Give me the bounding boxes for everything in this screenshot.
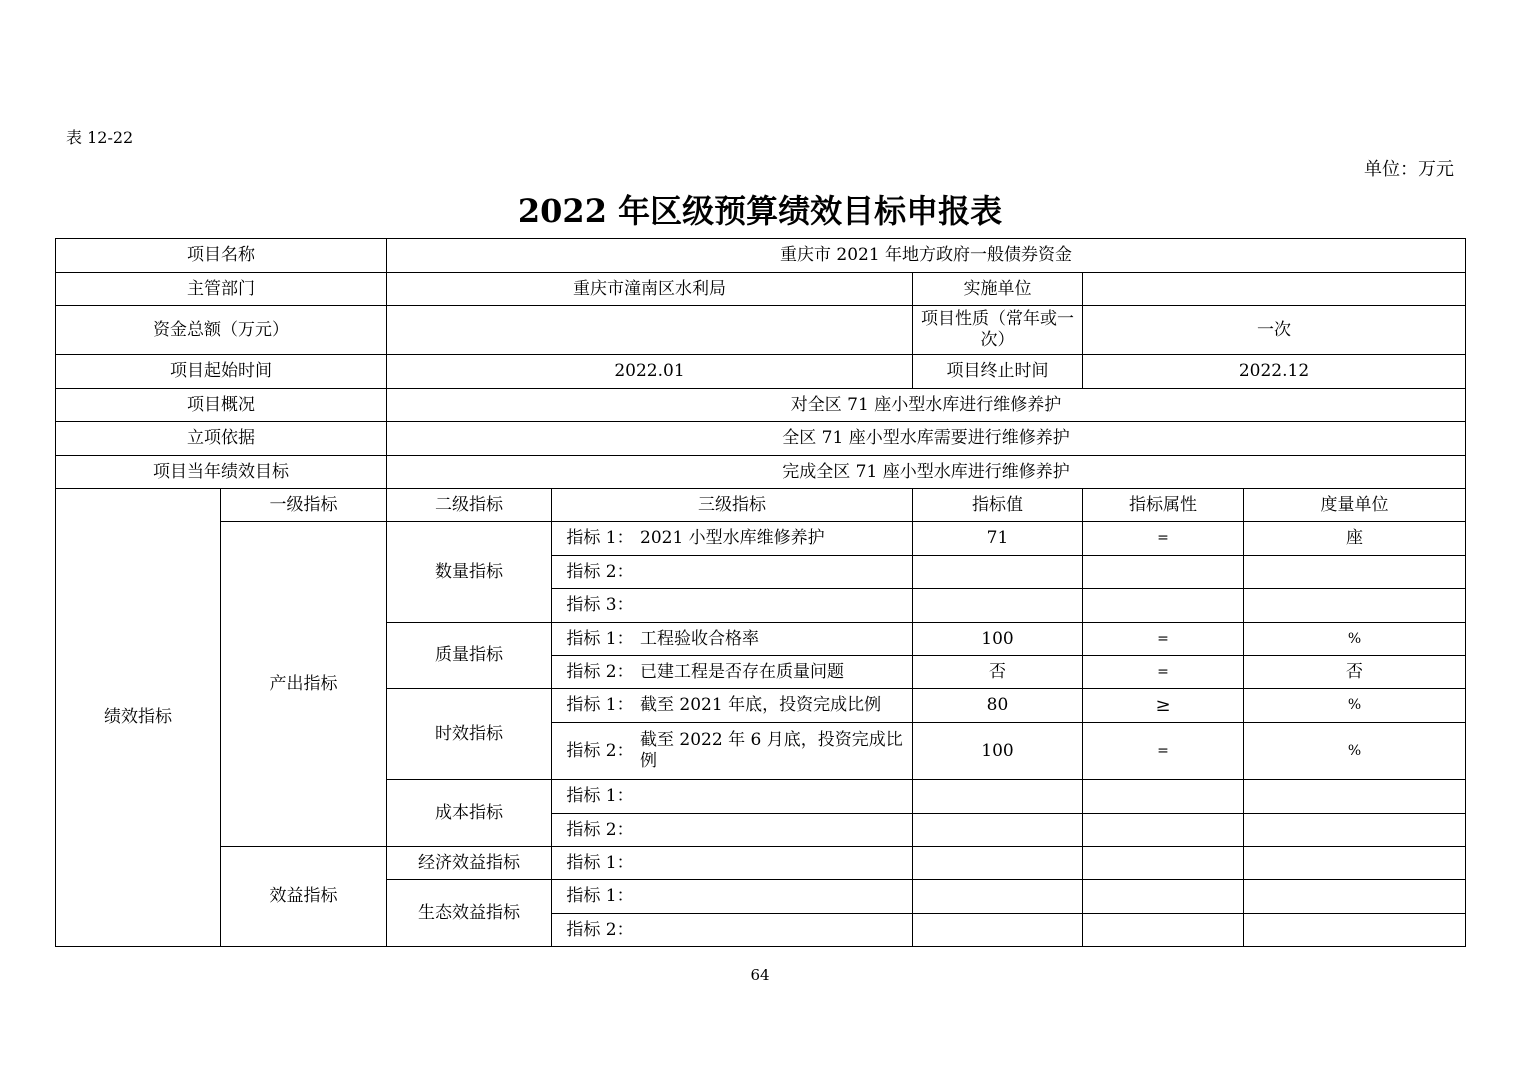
indicator-attr: [1083, 914, 1244, 947]
indicator-value: 否: [913, 656, 1083, 689]
indicator-value: [913, 880, 1083, 914]
goal-value: 完成全区 71 座小型水库进行维修养护: [387, 456, 1466, 489]
indicator-attr: [1083, 780, 1244, 814]
indicator-label: 指标 3：: [566, 595, 634, 615]
row-project-name: [56, 239, 1466, 273]
indicator-label: 指标 1：: [566, 628, 634, 649]
indicator-attr: =: [1083, 656, 1244, 689]
project-name-value: 重庆市 2021 年地方政府一般债券资金: [387, 239, 1466, 273]
perf-label: 绩效指标: [56, 489, 221, 947]
indicator-unit: [1244, 847, 1466, 880]
indicator-attr: =: [1083, 623, 1244, 656]
indicator-attr: ≥: [1083, 689, 1244, 723]
funds-label: 资金总额（万元）: [56, 306, 387, 355]
indicator-attr: [1083, 556, 1244, 589]
table-row: [56, 522, 1466, 556]
economic-indicator-label: 经济效益指标: [387, 847, 552, 880]
funds-value: [387, 306, 913, 355]
indicator-cell: [552, 780, 913, 814]
indicator-value: [913, 556, 1083, 589]
indicator-attr: [1083, 880, 1244, 914]
indicator-attr: [1083, 847, 1244, 880]
overview-label: 项目概况: [56, 389, 387, 422]
quality-indicator-label: 质量指标: [387, 623, 552, 689]
indicator-cell: [552, 723, 913, 780]
header-unit: 度量单位: [1244, 489, 1466, 522]
row-basis: [56, 422, 1466, 456]
impl-label: 实施单位: [913, 273, 1083, 306]
indicator-cell: [552, 556, 913, 589]
indicator-unit: [1244, 556, 1466, 589]
indicator-cell: [552, 522, 913, 556]
header-level2: 二级指标: [387, 489, 552, 522]
indicator-cell: [552, 914, 913, 947]
indicator-cell: [552, 814, 913, 847]
indicator-label: 指标 1：: [566, 786, 634, 806]
row-goal: [56, 456, 1466, 489]
indicator-attr: =: [1083, 723, 1244, 780]
indicator-value: 80: [913, 689, 1083, 723]
project-name-label: 项目名称: [56, 239, 387, 273]
indicator-attr: [1083, 814, 1244, 847]
indicator-unit: [1244, 589, 1466, 623]
indicator-label: 指标 2：: [566, 661, 634, 682]
dept-value: 重庆市潼南区水利局: [387, 273, 913, 306]
table-row: [56, 847, 1466, 880]
indicator-unit: 否: [1244, 656, 1466, 689]
indicator-unit: %: [1244, 689, 1466, 723]
row-funds: [56, 306, 1466, 355]
indicator-header-row: [56, 489, 1466, 522]
page-number: 64: [750, 966, 770, 984]
start-value: 2022.01: [387, 355, 913, 389]
indicator-label: 指标 2：: [566, 561, 634, 582]
indicator-cell: [552, 623, 913, 656]
indicator-value: [913, 780, 1083, 814]
row-department: [56, 273, 1466, 306]
indicator-unit: [1244, 880, 1466, 914]
indicator-value: [913, 589, 1083, 623]
quantity-indicator-label: 数量指标: [387, 522, 552, 623]
indicator-text: 截至 2021 年底，投资完成比例: [640, 695, 882, 715]
indicator-text: 截至 2022 年 6 月底，投资完成比例: [640, 730, 903, 771]
performance-table: [55, 238, 1466, 947]
header-attr: 指标属性: [1083, 489, 1244, 522]
indicator-cell: [552, 880, 913, 914]
goal-label: 项目当年绩效目标: [56, 456, 387, 489]
row-dates: [56, 355, 1466, 389]
page-title: 2022 年区级预算绩效目标申报表: [517, 192, 1003, 230]
indicator-cell: [552, 847, 913, 880]
indicator-label: 指标 1：: [566, 852, 634, 873]
indicator-value: [913, 914, 1083, 947]
indicator-cell: [552, 689, 913, 723]
indicator-label: 指标 1：: [566, 886, 634, 906]
indicator-label: 指标 1：: [566, 695, 634, 715]
indicator-unit: [1244, 914, 1466, 947]
cost-indicator-label: 成本指标: [387, 780, 552, 847]
indicator-attr: [1083, 589, 1244, 623]
basis-value: 全区 71 座小型水库需要进行维修养护: [387, 422, 1466, 456]
ecological-indicator-label: 生态效益指标: [387, 880, 552, 947]
end-value: 2022.12: [1083, 355, 1466, 389]
nature-label: 项目性质（常年或一次）: [913, 306, 1083, 355]
header-level1: 一级指标: [221, 489, 387, 522]
indicator-value: 100: [913, 723, 1083, 780]
indicator-unit: 座: [1244, 522, 1466, 556]
impl-value: [1083, 273, 1466, 306]
end-label: 项目终止时间: [913, 355, 1083, 389]
indicator-label: 指标 2：: [566, 919, 634, 940]
timeliness-indicator-label: 时效指标: [387, 689, 552, 780]
indicator-cell: [552, 656, 913, 689]
indicator-value: [913, 814, 1083, 847]
indicator-value: 100: [913, 623, 1083, 656]
indicator-unit: [1244, 780, 1466, 814]
indicator-attr: =: [1083, 522, 1244, 556]
basis-label: 立项依据: [56, 422, 387, 456]
indicator-unit: %: [1244, 723, 1466, 780]
table-number: 表 12-22: [66, 128, 134, 147]
indicator-unit: %: [1244, 623, 1466, 656]
indicator-text: 已建工程是否存在质量问题: [640, 661, 844, 682]
indicator-unit: [1244, 814, 1466, 847]
header-value: 指标值: [913, 489, 1083, 522]
indicator-text: 工程验收合格率: [640, 628, 759, 649]
nature-value: 一次: [1083, 306, 1466, 355]
row-overview: [56, 389, 1466, 422]
header-level3: 三级指标: [552, 489, 913, 522]
indicator-cell: [552, 589, 913, 623]
indicator-value: [913, 847, 1083, 880]
overview-value: 对全区 71 座小型水库进行维修养护: [387, 389, 1466, 422]
output-indicator-label: 产出指标: [221, 522, 387, 847]
indicator-label: 指标 2：: [566, 819, 634, 840]
dept-label: 主管部门: [56, 273, 387, 306]
indicator-label: 指标 1：: [566, 528, 634, 548]
unit-label: 单位：万元: [1364, 159, 1454, 180]
indicator-value: 71: [913, 522, 1083, 556]
start-label: 项目起始时间: [56, 355, 387, 389]
benefit-indicator-label: 效益指标: [221, 847, 387, 947]
indicator-label: 指标 2：: [566, 740, 634, 761]
indicator-text: 2021 小型水库维修养护: [640, 528, 825, 548]
